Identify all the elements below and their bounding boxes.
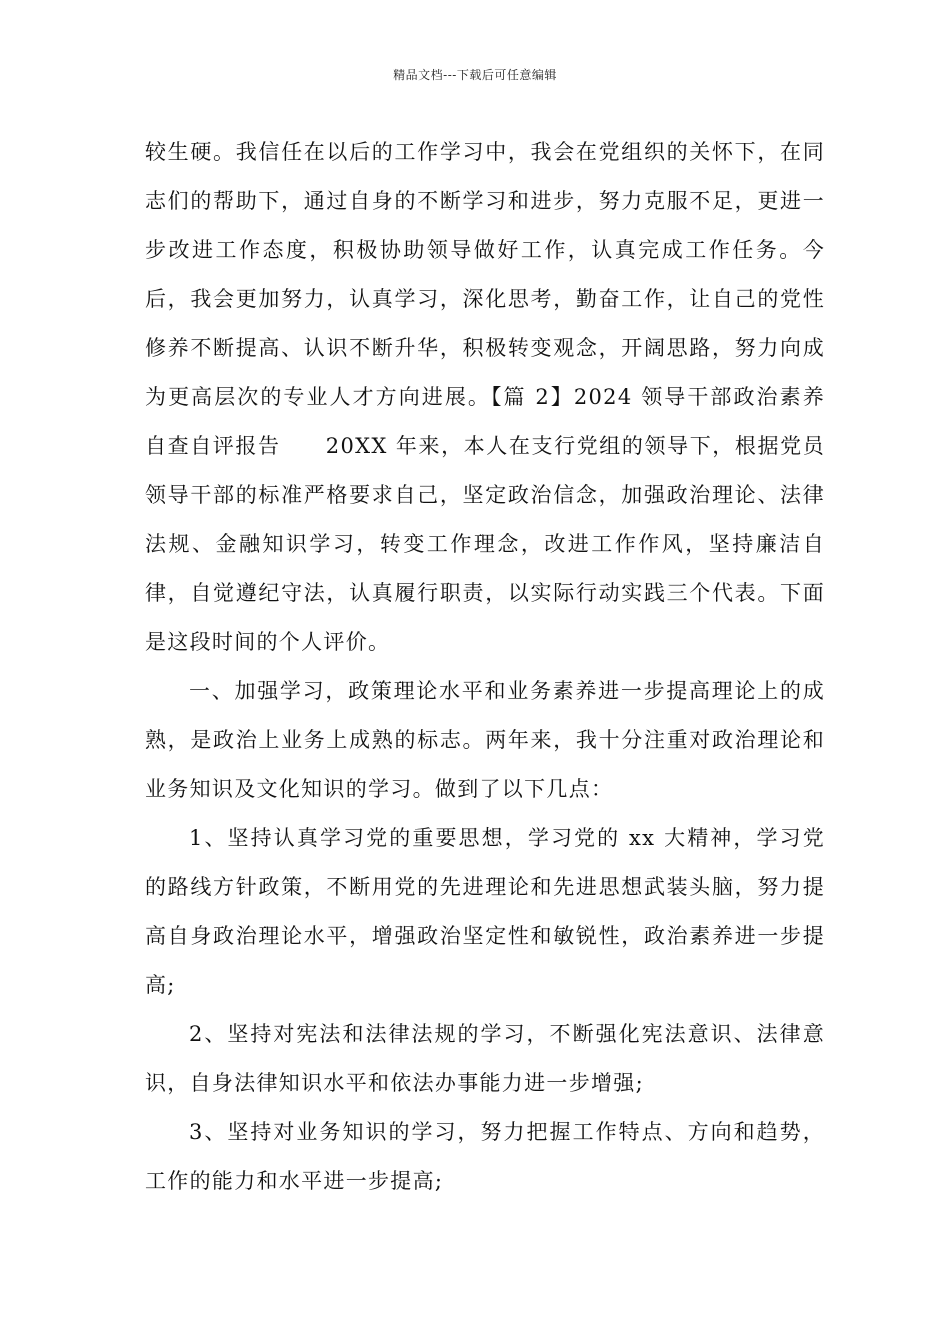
page-header: 精品文档---下载后可任意编辑 (393, 68, 557, 82)
paragraph-item-3: 3、坚持对业务知识的学习，努力把握工作特点、方向和趋势，工作的能力和水平进一步提高; (145, 1120, 825, 1193)
paragraph-item-2: 2、坚持对宪法和法律法规的学习，不断强化宪法意识、法律意识，自身法律知识水平和依法办事能力进一步增强; (145, 1022, 825, 1095)
document-body (145, 128, 825, 1206)
paragraph-section-one: 一、加强学习，政策理论水平和业务素养进一步提高理论上的成熟，是政治上业务上成熟的标志。两年来，我十分注重对政治理论和业务知识及文化知识的学习。做到了以下几点： (145, 679, 825, 801)
paragraph-continuation: 较生硬。我信任在以后的工作学习中，我会在党组织的关怀下，在同志们的帮助下，通过自身的不断学习和进步，努力克服不足，更进一步改进工作态度，积极协助领导做好工作，认真完成工作任务。今后，我会更加努力，认真学习，深化思考，勤奋工作，让自己的党性修养不断提高、认识不断升华，积极转变观念，开阔思路，努力向成为更高层次的专业人才方向进展。【篇 2】2024 领导干部政治素养自查自评报告 20XX 年来，本人在支行党组的领导下，根据党员领导干部的标准严格要求自己，坚定政治信念，加强政治理论、法律法规、金融知识学习，转变工作理念，改进工作作风，坚持廉洁自律，自觉遵纪守法，认真履行职责，以实际行动实践三个代表。下面是这段时间的个人评价。 (145, 140, 825, 654)
paragraph-item-1: 1、坚持认真学习党的重要思想，学习党的 xx 大精神，学习党的路线方针政策，不断用党的先进理论和先进思想武装头脑，努力提高自身政治理论水平，增强政治坚定性和敏锐性，政治素养进一步提高; (145, 826, 825, 997)
